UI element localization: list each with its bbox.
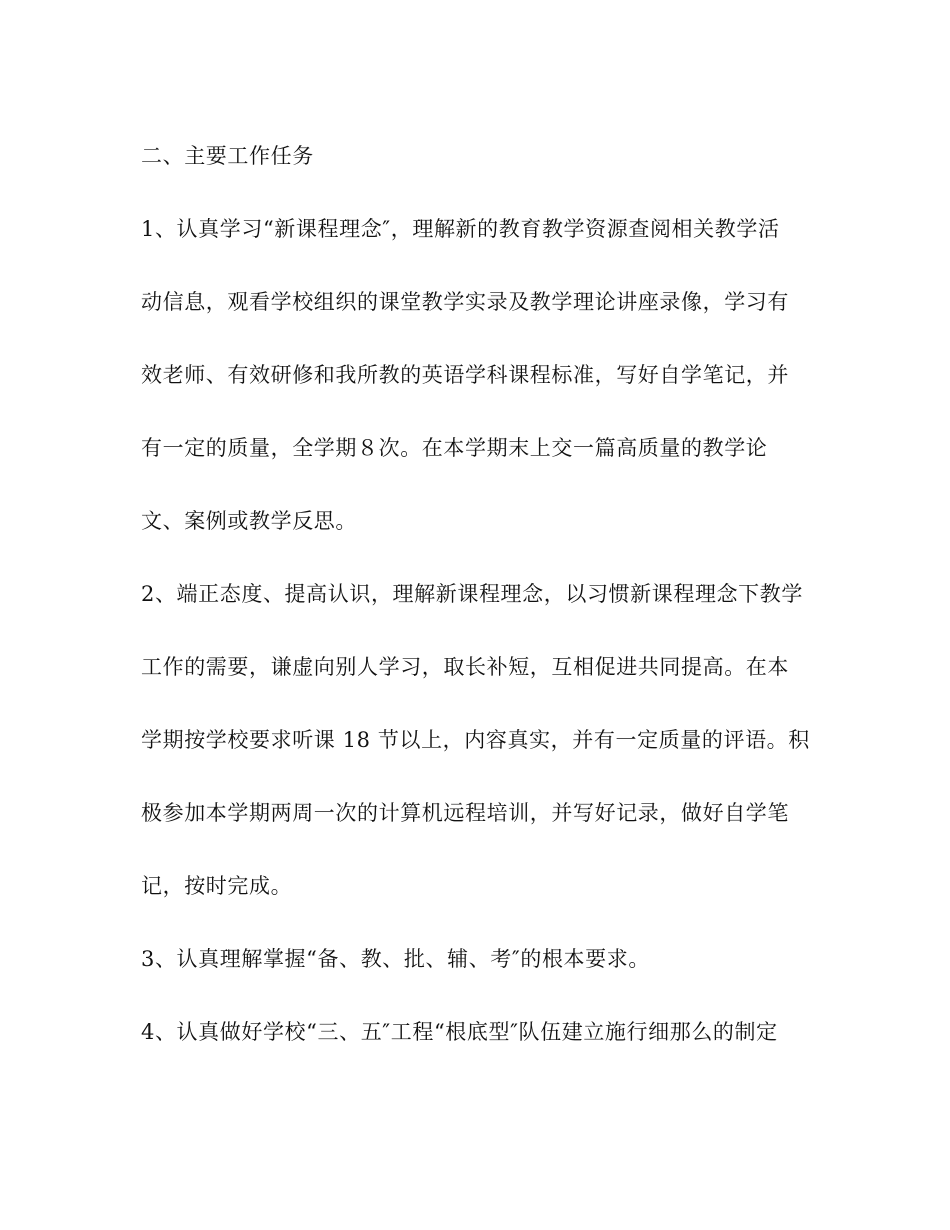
paragraph-line: 工作的需要，谦虚向别人学习，取长补短，互相促进共同提高。在本 [141,655,789,679]
paragraph-line: 2、端正态度、提高认识，理解新课程理念，以习惯新课程理念下教学 [141,582,803,606]
paragraph-line: 极参加本学期两周一次的计算机远程培训，并写好记录，做好自学笔 [141,801,789,825]
paragraph-line: 1、认真学习“新课程理念″，理解新的教育教学资源查阅相关教学活 [141,217,780,241]
paragraph-line: 学期按学校要求听课 18 节以上，内容真实，并有一定质量的评语。积 [141,728,810,752]
paragraph-line: 文、案例或教学反思。 [141,509,357,533]
paragraph-line: 3、认真理解掌握“备、教、批、辅、考″的根本要求。 [141,947,650,971]
paragraph-line: 有一定的质量，全学期８次。在本学期末上交一篇高质量的教学论 [141,436,768,460]
section-heading: 二、主要工作任务 [141,144,314,168]
paragraph-line: 效老师、有效研修和我所教的英语学科课程标准，写好自学笔记，并 [141,363,789,387]
paragraph-line: 4、认真做好学校“三、五″工程“根底型″队伍建立施行细那么的制定 [141,1020,778,1044]
paragraph-line: 记，按时完成。 [141,874,293,898]
paragraph-line: 动信息，观看学校组织的课堂教学实录及教学理论讲座录像，学习有 [141,290,789,314]
